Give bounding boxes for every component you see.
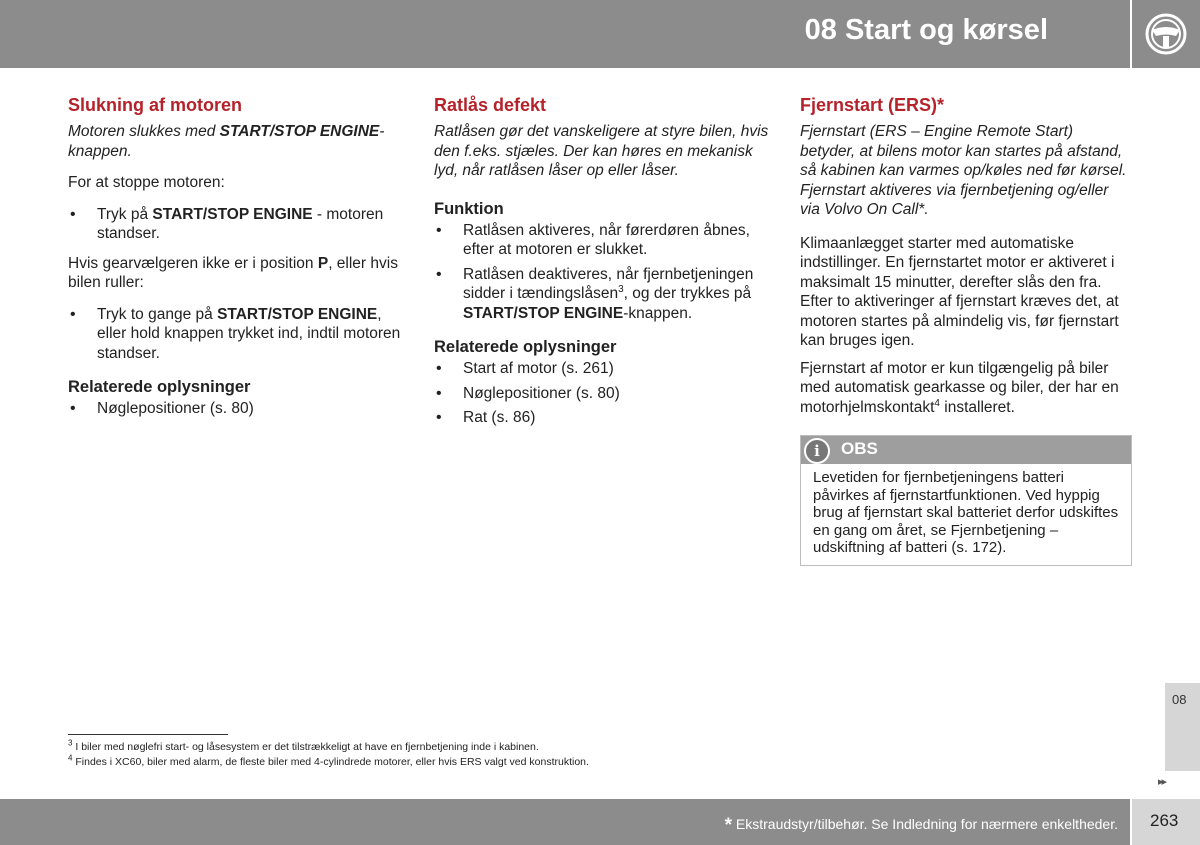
list-item: • Tryk på START/STOP ENGINE - motoren standser. [68, 205, 403, 244]
related-list [434, 359, 769, 428]
bullet-list [68, 305, 403, 364]
chapter-header-bar [0, 0, 1130, 68]
paragraph: For at stoppe motoren: [68, 174, 225, 191]
section-intro: Ratlåsen gør det vanskeligere at styre bilen, hvis den f.eks. stjæles. Der kan høres en mekanisk lyd, når ratlåsen låser op eller låser. [434, 123, 769, 179]
related-heading: Relaterede oplysninger [68, 378, 251, 396]
paragraph: Klimaanlægget starter med automatiske indstillinger. En fjernstartet motor er aktiveret i maksimalt 15 minutter, derefter slås den fra. Efter to aktiveringer af fjernstart kræves det, at motoren startes på almindelig vis, før fjernstart kan bruges igen. [800, 234, 1119, 349]
section-heading: Fjernstart (ERS)* [800, 95, 945, 115]
list-item: • Ratlåsen aktiveres, når førerdøren åbnes, efter at motoren er slukket. [434, 221, 769, 260]
footer-note: * Ekstraudstyr/tilbehør. Se Indledning for nærmere enkeltheder. [724, 815, 1118, 836]
related-link[interactable]: • Start af motor (s. 261) [434, 359, 769, 379]
section-heading: Ratlås defekt [434, 95, 547, 115]
list-item: • Ratlåsen deaktiveres, når fjernbetjeningen sidder i tændingslåsen$^3$, og der trykkes på START/STOP ENGINE-knappen. [434, 265, 769, 324]
bullet-list [68, 205, 403, 244]
footnotes [68, 740, 589, 770]
list-item: • Tryk to gange på START/STOP ENGINE, eller hold knappen trykket ind, indtil motoren standser. [68, 305, 403, 364]
section-intro: Motoren slukkes med START/STOP ENGINE-knappen. [68, 123, 385, 160]
section-remote-start [800, 94, 1132, 566]
steering-wheel-icon [1132, 0, 1200, 68]
chapter-tab-number: 08 [1172, 692, 1187, 707]
related-heading: Relaterede oplysninger [434, 338, 617, 356]
related-link[interactable]: • Nøglepositioner (s. 80) [68, 399, 403, 419]
paragraph: Fjernstart af motor er kun tilgængelig på biler med automatisk gearkasse og biler, der har en motorhjelmskontakt$^4$ installeret. [800, 359, 1119, 416]
page-number: 263 [1150, 811, 1179, 830]
bullet-list [434, 221, 769, 324]
obs-title: OBS [841, 439, 878, 458]
obs-header [801, 436, 1131, 464]
related-link[interactable]: • Rat (s. 86) [434, 408, 769, 428]
footnote: $^4$ Findes i XC60, biler med alarm, de fleste biler med 4-cylindrede motorer, eller hvis ERS valgt ved konstruktion. [68, 753, 589, 768]
function-heading: Funktion [434, 199, 504, 218]
footnote-divider [68, 734, 228, 735]
section-engine-stop [68, 94, 403, 429]
section-intro: Fjernstart (ERS – Engine Remote Start) betyder, at bilens motor kan startes på afstand, så kabinen kan varmes op/køles ned før kørsel. Fjernstart aktiveres via fjernbetjening og/eller via Volvo On Call*. [800, 123, 1127, 218]
related-list [68, 399, 403, 419]
next-page-arrows-icon: ▸▸ [1158, 776, 1166, 788]
obs-text: Levetiden for fjernbetjeningens batteri påvirkes af fjernstartfunktionen. Ved hyppig brug af fjernstart skal batteriet derfor udskiftes en gang om året, se Fjernbetjening – udskiftning af batteri (s. 172). [813, 469, 1119, 556]
chapter-icon-box [1132, 0, 1200, 68]
footnote: $^3$ I biler med nøglefri start- og låsesystem er det tilstrækkeligt at have en fjernbetjening inde i kabinen. [68, 738, 539, 753]
section-steering-lock [434, 94, 769, 438]
paragraph: Hvis gearvælgeren ikke er i position P, eller hvis bilen ruller: [68, 254, 398, 291]
chapter-title: 08 Start og kørsel [804, 14, 1048, 46]
section-heading: Slukning af motoren [68, 95, 243, 115]
related-link[interactable]: • Nøglepositioner (s. 80) [434, 384, 769, 404]
info-icon: i [804, 438, 830, 464]
obs-note-box [800, 435, 1132, 566]
